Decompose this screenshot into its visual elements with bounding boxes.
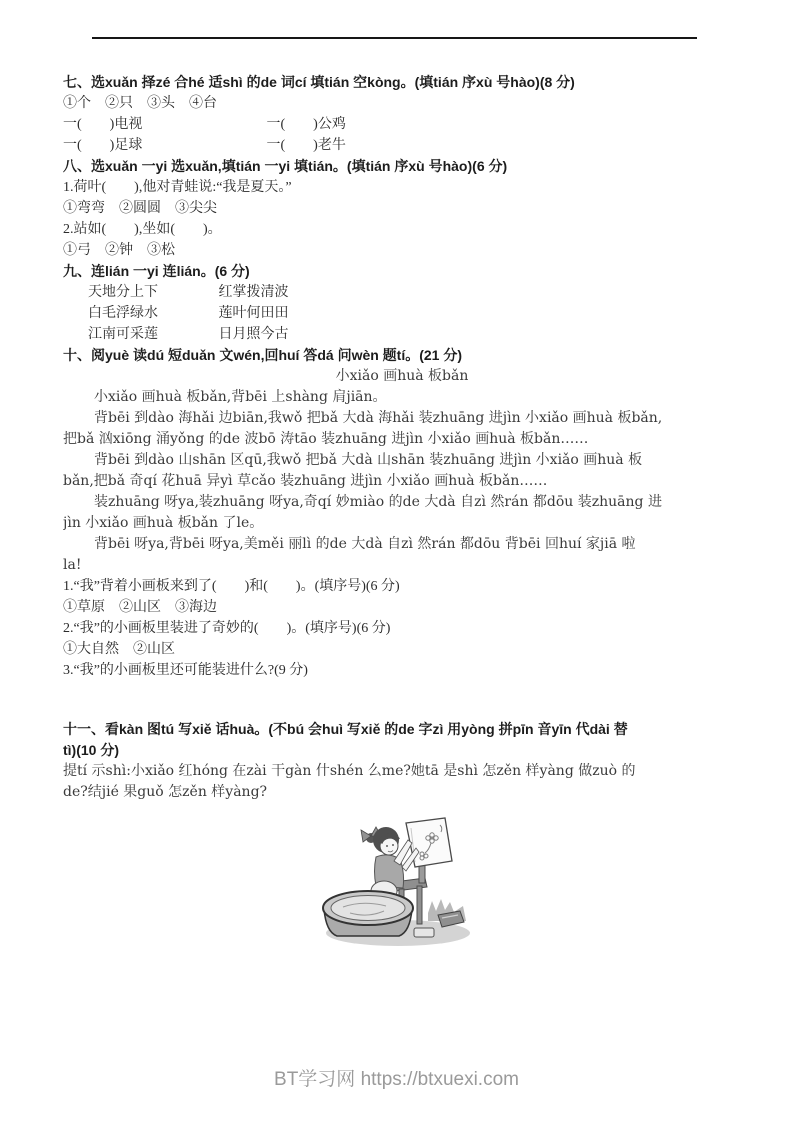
q9-pair-3-left: 江南可采莲 <box>88 327 158 342</box>
q10-passage-line-3: 把bǎ 汹xiōng 涌yǒng 的de 波bō 涛tāo 装zhuāng 进jìn 小xiǎo 画huà 板bǎn…… <box>63 431 589 447</box>
q7-row-2-left: 一( )足球 <box>63 138 143 153</box>
q7-row-1-left: 一( )电视 <box>63 117 143 132</box>
q10-passage-line-2: 背bēi 到dào 海hǎi 边biān,我wǒ 把bǎ 大dà 海hǎi 装zhuāng 进jìn 小xiǎo 画huà 板bǎn, <box>94 410 663 426</box>
exam-content <box>63 72 741 949</box>
q9-pair-3-right: 日月照今古 <box>218 327 289 342</box>
q9-title: 九、连lián 一yi 连lián。(6 分) <box>63 263 250 279</box>
q7-row-1-right: 一( )公鸡 <box>266 117 346 132</box>
wash-basin <box>323 891 413 936</box>
q9-pair-3 <box>63 324 741 345</box>
illustration-girl-washing-handkerchief <box>318 809 473 949</box>
top-rule <box>92 37 697 39</box>
q9-pair-2-right: 莲叶何田田 <box>218 306 289 321</box>
q10-passage-line-6: 装zhuāng 呀ya,装zhuāng 呀ya,奇qí 妙miào 的de 大dà 自zì 然rán 都dōu 装zhuāng 进 <box>94 494 662 510</box>
soap-bar <box>414 928 434 937</box>
q10-passage-line-4: 背bēi 到dào 山shān 区qū,我wǒ 把bǎ 大dà 山shān 装zhuāng 进jìn 小xiǎo 画huà 板 <box>94 452 643 468</box>
q7-row-2 <box>63 135 741 156</box>
q10-passage-line-9: la! <box>63 557 82 573</box>
q8-item-2: 2.站如( ),坐如( )。 <box>63 222 222 237</box>
q8-title: 八、选xuǎn 一yi 选xuǎn,填tián 一yi 填tián。(填tián 序xù 号hào)(6 分) <box>63 158 508 174</box>
water <box>331 896 405 921</box>
q8-item-2-options: ①弓 ②钟 ③松 <box>63 243 175 258</box>
q10-passage-title: 小xiǎo 画huà 板bǎn <box>335 368 469 384</box>
q11-hint-line-2: de?结jié 果guǒ 怎zěn 样yàng? <box>63 784 268 800</box>
q11-title-line-2: tì)(10 分) <box>63 742 119 758</box>
q10-title: 十、阅yuè 读dú 短duǎn 文wén,回huí 答dá 问wèn 题tí。(21 分) <box>63 347 463 363</box>
q10-passage-line-7: jìn 小xiǎo 画huà 板bǎn 了le。 <box>63 515 264 531</box>
q8-item-1-options: ①弯弯 ②圆圆 ③尖尖 <box>63 201 217 216</box>
q10-passage-line-8: 背bēi 呀ya,背bēi 呀ya,美měi 丽lì 的de 大dà 自zì 然rán 都dōu 背bēi 回huí 家jiā 啦 <box>94 536 636 552</box>
q10-passage-line-5: bǎn,把bǎ 奇qí 花huā 异yì 草cǎo 装zhuāng 进jìn 小xiǎo 画huà 板bǎn…… <box>63 473 548 489</box>
q9-pair-1 <box>63 282 741 303</box>
q9-pair-1-left: 天地分上下 <box>88 285 158 300</box>
q7-row-2-right: 一( )老牛 <box>266 138 346 153</box>
q10-question-2: 2.“我”的小画板里装进了奇妙的( )。(填序号)(6 分) <box>63 621 391 636</box>
q11-title-line-1: 十一、看kàn 图tú 写xiě 话huà。(不bú 会huì 写xiě 的de 字zì 用yòng 拼pīn 音yīn 代dài 替 <box>63 721 628 737</box>
q7-options: ①个 ②只 ③头 ④台 <box>63 96 217 111</box>
q10-question-1-options: ①草原 ②山区 ③海边 <box>63 600 217 615</box>
q9-pair-2 <box>63 303 741 324</box>
q8-item-1: 1.荷叶( ),他对青蛙说:“我是夏天。” <box>63 180 292 195</box>
q11-hint-line-1: 提tí 示shì:小xiǎo 红hóng 在zài 干gàn 什shén 么me?她tā 是shì 怎zěn 样yàng 做zuò 的 <box>63 763 636 779</box>
q10-passage-line-1: 小xiǎo 画huà 板bǎn,背bēi 上shàng 肩jiān。 <box>94 389 387 405</box>
q10-question-3: 3.“我”的小画板里还可能装进什么?(9 分) <box>63 663 308 678</box>
q9-pair-1-right: 红掌拨清波 <box>218 285 289 300</box>
q10-question-1: 1.“我”背着小画板来到了( )和( )。(填序号)(6 分) <box>63 579 400 594</box>
watermark-footer: BT学习网 https://btxuexi.com <box>274 1069 519 1090</box>
q7-row-1 <box>63 114 741 135</box>
q9-pair-2-left: 白毛浮绿水 <box>88 306 158 321</box>
q7-title: 七、选xuǎn 择zé 合hé 适shì 的de 词cí 填tián 空kòng。(填tián 序xù 号hào)(8 分) <box>63 74 575 90</box>
q10-question-2-options: ①大自然 ②山区 <box>63 642 175 657</box>
